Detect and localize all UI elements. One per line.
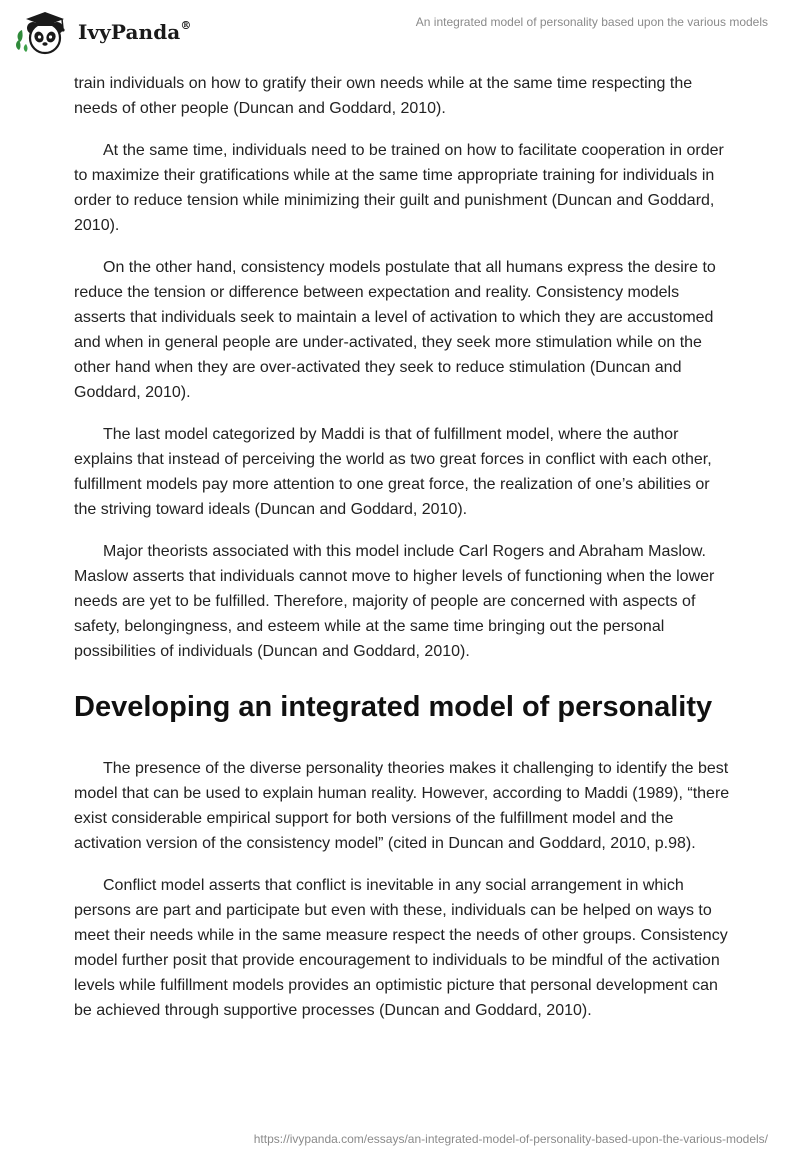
page-header bbox=[0, 0, 800, 62]
source-url[interactable]: https://ivypanda.com/essays/an-integrated-model-of-personality-based-upon-the-various-models/ bbox=[253, 1132, 768, 1146]
section-heading: Developing an integrated model of personality bbox=[74, 691, 713, 723]
ivypanda-logo-icon[interactable] bbox=[14, 8, 72, 56]
brand-name[interactable]: IvyPanda® bbox=[78, 19, 192, 44]
paragraph: The presence of the diverse personality theories makes it challenging to identify the best model that can be used to explain human reality. However, according to Maddi (1989), “there exist considerable empirical support for both versions of the fulfillment model and the activation version of the consistency model” (cited in Duncan and Goddard, 2010, p.98). bbox=[74, 760, 730, 852]
paragraph: train individuals on how to gratify their own needs while at the same time respecting the needs of other people (Duncan and Goddard, 2010). bbox=[74, 75, 693, 117]
essay-body bbox=[74, 71, 734, 1040]
document-title: An integrated model of personality based upon the various models bbox=[415, 15, 768, 29]
paragraph: The last model categorized by Maddi is that of fulfillment model, where the author explains that instead of perceiving the world as two great forces in conflict with each other, fulfillment models pay more attention to one great force, the realization of one’s abilities or the striving toward ideals (Duncan and Goddard, 2010). bbox=[74, 426, 712, 518]
paragraph: Major theorists associated with this model include Carl Rogers and Abraham Maslow. Maslow asserts that individuals cannot move to higher levels of functioning when the lower needs are yet to be fulfilled. Therefore, majority of people are concerned with aspects of safety, belongingness, and esteem while at the same time bringing out the personal possibilities of individuals (Duncan and Goddard, 2010). bbox=[74, 543, 715, 660]
paragraph: At the same time, individuals need to be trained on how to facilitate cooperation in order to maximize their gratifications while at the same time appropriate training for individuals in order to reduce tension while minimizing their guilt and punishment (Duncan and Goddard, 2010). bbox=[74, 142, 724, 234]
registered-mark: ® bbox=[180, 19, 192, 33]
paragraph: Conflict model asserts that conflict is inevitable in any social arrangement in which persons are part and participate but even with these, individuals can be helped on ways to meet their needs while in the same measure respect the needs of other groups. Consistency model further posit that provide encouragement to individuals to be mindful of the activation levels while fulfillment models provides an optimistic picture that personal development can be achieved through supportive processes (Duncan and Goddard, 2010). bbox=[74, 877, 728, 1019]
paragraph: On the other hand, consistency models postulate that all humans express the desire to reduce the tension or difference between expectation and reality. Consistency models asserts that individuals seek to maintain a level of activation to which they are accustomed and when in general people are under-activated, they seek more stimulation while on the other hand when they are over-activated they seek to reduce stimulation (Duncan and Goddard, 2010). bbox=[74, 259, 716, 401]
